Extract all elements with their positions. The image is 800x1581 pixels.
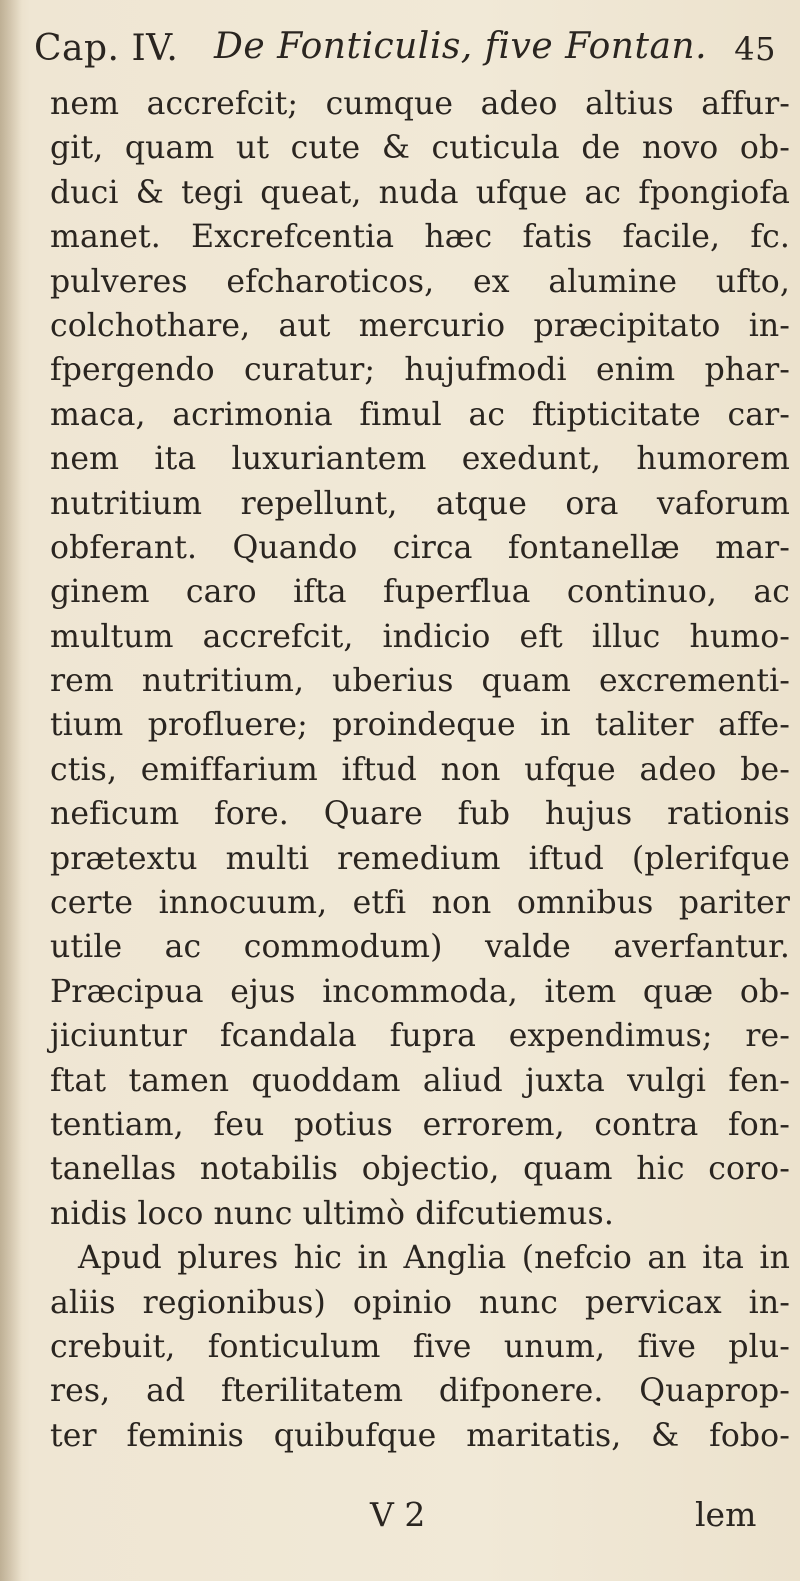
text-line: aliis regionibus) opinio nunc pervicax in- bbox=[50, 1284, 790, 1321]
text-line: git, quam ut cute & cuticula de novo ob- bbox=[50, 130, 790, 167]
text-line: nem ita luxuriantem exedunt, humorem bbox=[50, 441, 790, 478]
signature-mark: V 2 bbox=[370, 1495, 426, 1534]
text-line: Præcipua ejus incommoda, item quæ ob- bbox=[50, 973, 790, 1010]
text-line: duci & tegi queat, nuda ufque ac fpongiofa bbox=[50, 174, 790, 211]
text-line: nidis loco nunc ultimò difcutiemus. bbox=[50, 1195, 614, 1232]
text-line: ginem caro ifta fuperflua continuo, ac bbox=[50, 574, 790, 611]
text-line: multum accrefcit, indicio eft illuc humo- bbox=[50, 618, 790, 655]
page-footer bbox=[0, 1495, 800, 1545]
text-line: ctis, emiffarium iftud non ufque adeo be- bbox=[50, 751, 790, 788]
paragraph-start-line: Apud plures hic in Anglia (nefcio an ita in bbox=[78, 1240, 790, 1277]
body-text bbox=[50, 82, 790, 1458]
page-number: 45 bbox=[734, 30, 776, 68]
text-line: rem nutritium, uberius quam excrementi- bbox=[50, 663, 790, 700]
text-line: pulveres efcharoticos, ex alumine ufto, bbox=[50, 263, 790, 300]
text-line: nem accrefcit; cumque adeo altius affur- bbox=[50, 86, 790, 122]
text-line: tentiam, feu potius errorem, contra fon- bbox=[50, 1106, 790, 1143]
text-line: colchothare, aut mercurio præcipitato in- bbox=[50, 307, 790, 344]
text-line: tium profluere; proindeque in taliter affe- bbox=[50, 707, 790, 744]
text-line: ftat tamen quoddam aliud juxta vulgi fen- bbox=[50, 1062, 790, 1099]
text-line: ter feminis quibufque maritatis, & fobo- bbox=[50, 1417, 790, 1454]
text-line: nutritium repellunt, atque ora vaforum bbox=[50, 485, 790, 522]
text-line: jiciuntur fcandala fupra expendimus; re- bbox=[50, 1018, 790, 1055]
running-header bbox=[34, 16, 784, 86]
chapter-label: Cap. IV. bbox=[34, 28, 179, 69]
text-line: obferant. Quando circa fontanellæ mar- bbox=[50, 529, 790, 566]
text-line: maca, acrimonia fimul ac ftipticitate car- bbox=[50, 396, 790, 433]
text-line: crebuit, fonticulum five unum, five plu- bbox=[50, 1328, 790, 1365]
text-line: res, ad fterilitatem difponere. Quaprop- bbox=[50, 1373, 790, 1410]
text-line: neficum fore. Quare fub hujus rationis bbox=[50, 796, 790, 833]
gutter-shadow bbox=[0, 0, 22, 1581]
catchword: lem bbox=[695, 1495, 757, 1534]
text-line: fpergendo curatur; hujufmodi enim phar- bbox=[50, 352, 790, 389]
text-line: manet. Excrefcentia hæc fatis facile, fc. bbox=[50, 219, 790, 256]
text-line: tanellas notabilis objectio, quam hic coro- bbox=[50, 1151, 790, 1188]
running-title: De Fonticulis, five Fontan. bbox=[214, 26, 708, 67]
text-line: certe innocuum, etfi non omnibus pariter bbox=[50, 885, 790, 922]
text-line: prætextu multi remedium iftud (plerifque bbox=[50, 840, 790, 877]
text-line: utile ac commodum) valde averfantur. bbox=[50, 929, 790, 966]
